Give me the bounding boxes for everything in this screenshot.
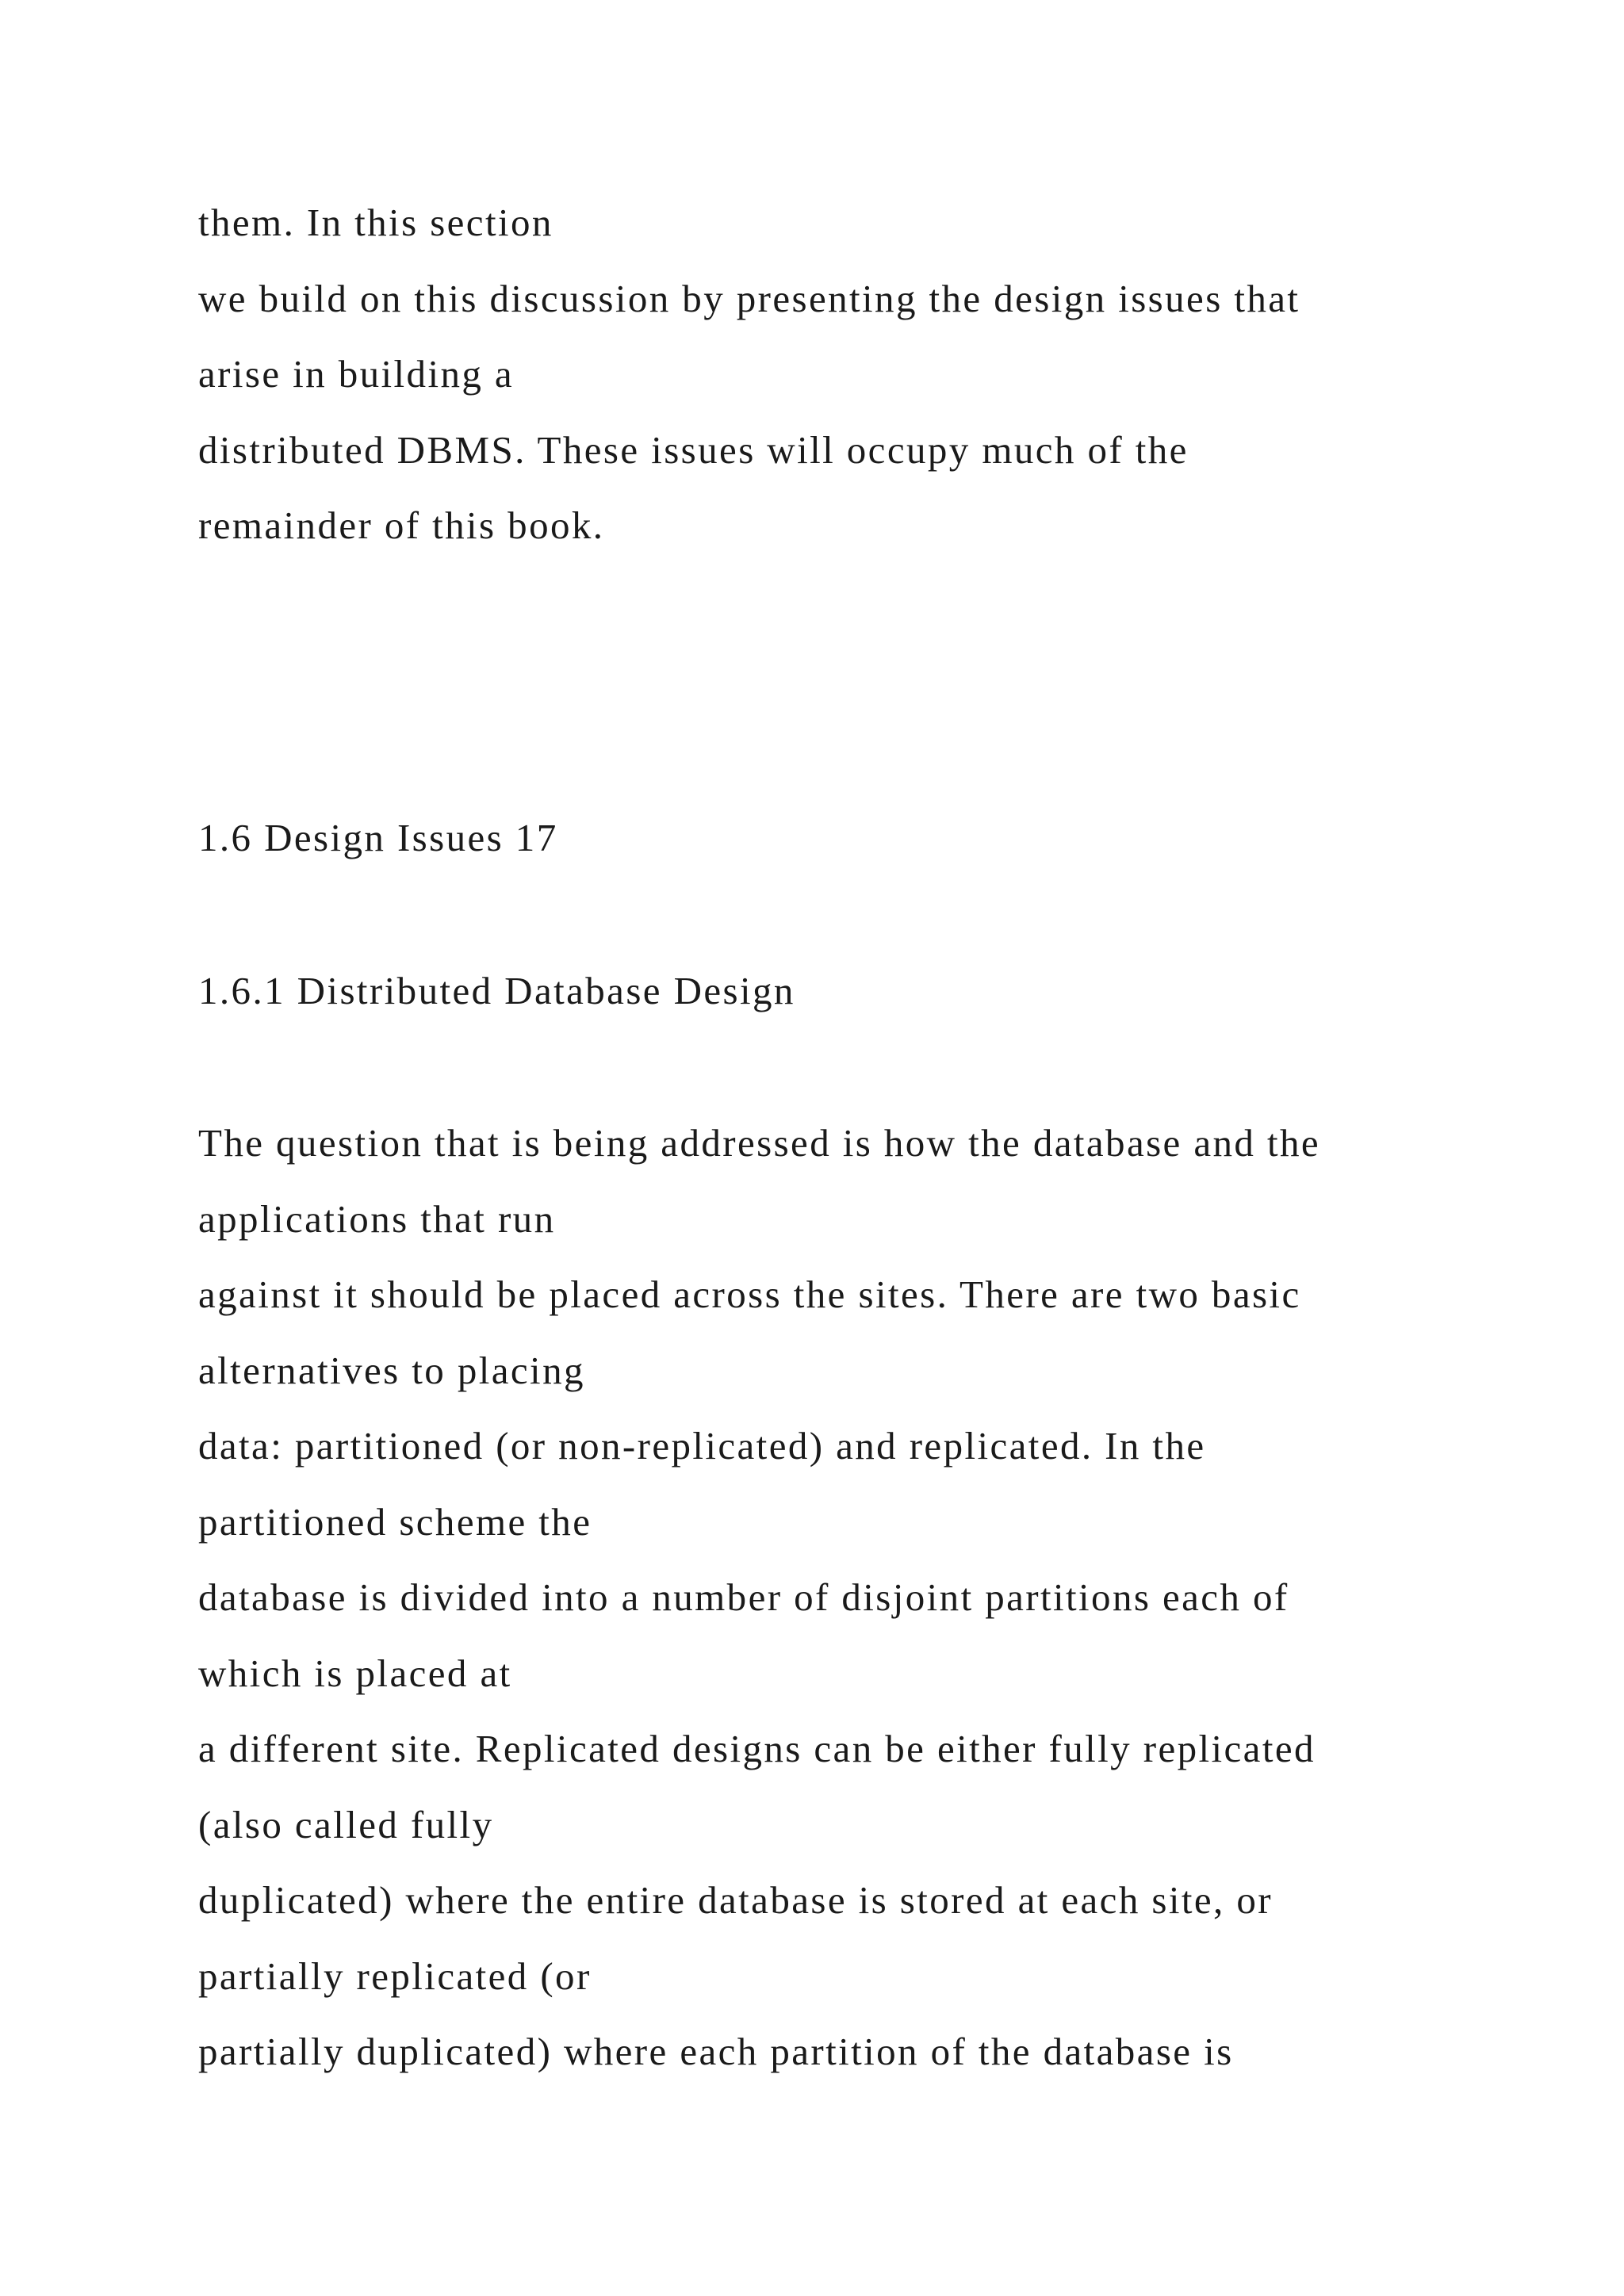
intro-paragraph — [198, 185, 1594, 564]
subsection-heading — [198, 953, 1594, 1029]
body-paragraph — [198, 1105, 1594, 2090]
text-line: remainder of this book. — [198, 503, 605, 547]
text-line: The question that is being addressed is how the database and the — [198, 1121, 1321, 1165]
text-line: (also called fully — [198, 1802, 494, 1846]
text-line: arise in building a — [198, 352, 515, 396]
section-heading-text: 1.6 Design Issues 17 — [198, 816, 558, 859]
text-line: which is placed at — [198, 1651, 512, 1695]
text-line: partitioned scheme the — [198, 1499, 592, 1544]
text-line: partially duplicated) where each partition of the database is — [198, 2030, 1234, 2073]
subsection-heading-text: 1.6.1 Distributed Database Design — [198, 969, 795, 1012]
text-line: data: partitioned (or non-replicated) and replicated. In the — [198, 1424, 1206, 1468]
text-line: alternatives to placing — [198, 1348, 585, 1392]
text-line: duplicated) where the entire database is stored at each site, or — [198, 1878, 1273, 1922]
text-line: partially replicated (or — [198, 1954, 592, 1998]
text-line: a different site. Replicated designs can be either fully replicated — [198, 1727, 1316, 1770]
text-line: database is divided into a number of disjoint partitions each of — [198, 1575, 1289, 1619]
text-line: distributed DBMS. These issues will occupy much of the — [198, 427, 1189, 472]
text-line: them. In this section — [198, 201, 553, 244]
text-line: applications that run — [198, 1196, 556, 1241]
section-heading — [198, 800, 1594, 876]
text-line: against it should be placed across the sites. There are two basic — [198, 1272, 1301, 1316]
text-line: we build on this discussion by presenting the design issues that — [198, 276, 1300, 320]
